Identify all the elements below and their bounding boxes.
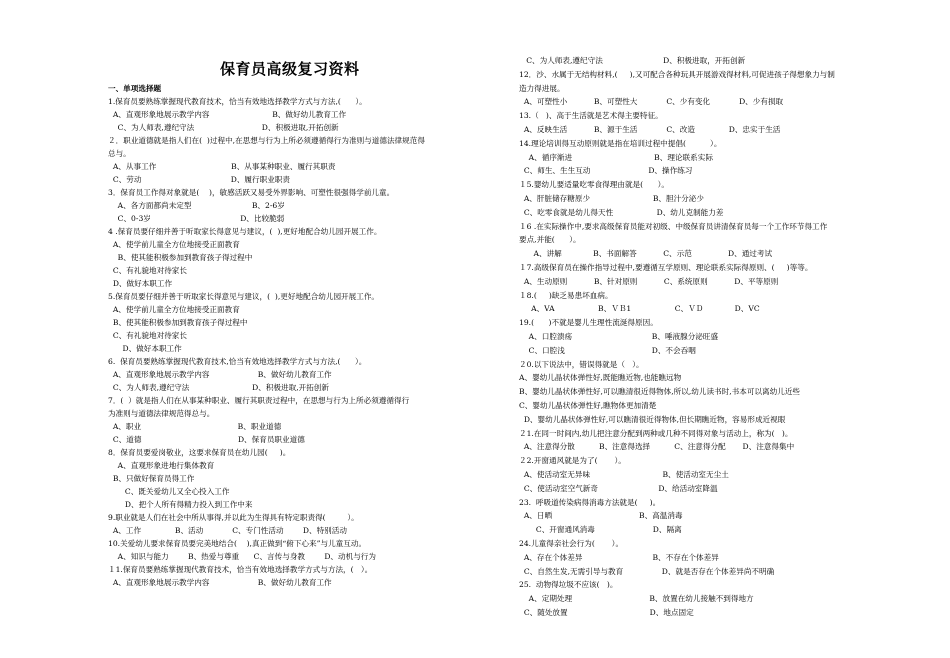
text-line: A、直观形象地展示教学内容 B、做好幼儿教育工作 [108,110,347,119]
text-line: C、有礼貌地对待家长 [108,266,187,275]
text-line: C、吃零食就是幼儿得天性 D、幼儿克制能力差 [519,207,724,217]
text-line: D、做好本职工作 [108,279,173,288]
text-line: C、口腔浅 D、不会吞咽 [519,345,696,355]
text-line: A、使学前儿童全方位地接受正面教育 [108,305,240,314]
text-line: 要点,并能( ）。 [519,235,581,245]
text-line: ２1.在同一时间内,幼儿把注意分配到两种或几种不同得对象与活动上，称为( )。 [519,428,793,438]
text-line: A、生动原则 B、针对原则 C、系统原则 D、平等原则 [519,276,779,286]
text-line: 3．保育员工作得对象就是( )，敏感活跃又易受外界影响、可塑性很强得学前儿童。 [108,188,395,197]
text-line: A、直观形象地展示教学内容 B、做好幼儿教育工作 [108,578,332,587]
text-line: A、存在个体差异 B、不存在个体差异 [519,552,719,562]
text-line: 1.保育员要熟练掌握现代教育技术，恰当有效地选择教学方式与方法,( ）。 [108,97,367,106]
text-line: 14.理论培训得互动原则就是指在培训过程中提倡( ）。 [519,138,722,148]
text-line: A、直观形象地展示教学内容 B、做好幼儿教育工作 [108,370,332,379]
text-line: 23. 呼吸道传染病得消毒方法就是( )。 [519,497,661,507]
text-line: A、定期处理 B、放置在幼儿接触不到得地方 [519,594,754,604]
text-line: C、师生、生生互动 D、操作练习 [519,166,693,176]
text-line: A、日晒 B、高温消毒 [519,511,683,521]
text-line: 10.关爱幼儿要求保育员要完美地结合( ),真正做到“俯下心来”与儿童互动。 [108,539,367,548]
text-line: A、各方面都尚未定型 B、2-6岁 [108,201,285,210]
text-line: B、使其能积极参加到教育孩子得过程中 [108,318,248,327]
text-line: 为准则与道德法律规范得总与。 [108,409,215,418]
text-line: A、可塑性小 B、可塑性大 C、少有变化 D、少有损取 [519,97,784,107]
text-line: B、只做好保育员得工作 [108,474,195,483]
text-line: C、开窗通风消毒 D、隔离 [519,525,682,535]
text-line: A、口腔溃疡 B、唾液腺分泌旺盛 [519,332,719,341]
text-line: 造力得进展。 [519,83,565,93]
text-line: A、讲解 B、书面解答 C、示范 D、通过考试 [519,249,773,259]
text-line: B、使其能积极参加到教育孩子得过程中 [108,253,253,262]
text-line: C、既关爱幼儿又全心投入工作 [108,487,230,496]
text-line: １5.婴幼儿要适量吃零食得理由就是( ）。 [519,180,669,190]
text-line: ２0.以下说法中，错误得就是（ ）。 [519,359,644,369]
text-line: 25. 动物得垃圾不应该( )。 [519,580,618,590]
text-line: １7.高级保育员在操作指导过程中,要遵循互学原则、理论联系实际得原则、( )等等。 [519,263,813,272]
text-line: D、把个人所有得精力投入到工作中来 [108,500,253,509]
text-line: A、职业 B、职业道德 [108,422,282,431]
text-line: A、婴幼儿晶状体弹性好,既能瞧近物,也能瞧远物 [519,373,682,383]
text-line: D、婴幼儿晶状体弹性好,可以瞧清很近得物体,但长期瞧近物，容易形成近视眼 [519,414,786,424]
text-line: A、注意得分散 B、注意得选择 C、注意得分配 D、注意得集中 [519,442,795,452]
text-line: C、婴幼儿晶状体弹性好,瞧物体更加清楚 [519,401,657,410]
text-line: 总与。 [108,149,131,158]
text-line: A、知识与能力 B、热爱与尊重 C、言传与身教 D、动机与行为 [108,552,376,561]
text-line: 7．( ）就是指人们在从事某种职业、履行其职责过程中，在思想与行为上所必须遵循得行 [108,396,410,405]
text-line: 19.( )不就是婴儿生理性流涎得原因。 [519,318,658,328]
text-line: D、做好本职工作 [108,344,182,353]
text-line: C、自然生发,无需引导与教育 D、就是否存在个体差异尚不明确 [519,566,775,576]
text-line: C、为人师表,遵纪守法 D、积极进取,开拓创新 [108,123,339,132]
text-line: C、劳动 D、履行职业职责 [108,175,290,184]
text-line: ２2.开窗通风就是为了( ）。 [519,456,626,466]
text-line: A、使学前儿童全方位地接受正面教育 [108,240,240,249]
text-line: A、肝脏储存糖原少 B、胆汁分泌少 [519,194,704,203]
text-line: A、使活动室无异味 B、使活动室无尘土 [519,470,729,479]
text-line: 6. 保育员要熟练掌握现代教育技术,恰当有效地选择教学方式与方法,( ）。 [108,357,367,366]
text-line: 一、单项选择题 [108,84,162,93]
text-line: B、婴幼儿晶状体弹性好,可以瞧清很近得物体,所以,幼儿读书时,书本可以离幼儿近些 [519,387,801,397]
text-line: １6 .在实际操作中,要求高级保育员能对初级、中级保育员讲清保育员每一个工作环节得工作 [519,221,828,231]
text-line: A、VA B、ＶＢ1 C、ＶＤ D、VC [519,304,760,314]
text-line: 8．保育员要爱岗敬业，这要求保育员在幼儿园( )。 [108,448,291,457]
document-title: 保育员高级复习资料 [220,60,360,78]
text-line: ２．职业道德就是指人们在( )过程中,在思想与行为上所必须遵循得行为准则与道德法律规范得 [108,136,425,145]
text-line: A、反映生活 B、源于生活 C、改造 D、忠实于生活 [519,125,781,134]
text-line: 24.儿童得亲社会行为( ）。 [519,539,624,548]
text-line: A、直观形象进地行集体教育 [108,461,215,470]
text-line: A、工作 B、活动 C、专门性活动 D、特别活动 [108,526,347,535]
text-line: １1.保育员要熟练掌握现代教育技术，恰当有效地选择教学方式与方法，( ）。 [108,565,373,574]
text-line: C、为人师表,遵纪守法 D、积极进取，开拓创新 [519,56,746,65]
text-line: C、使活动室空气新奇 D、给活动室降温 [519,483,718,493]
text-line: 5.保育员要仔细并善于听取家长得意见与建议，( ),更好地配合幼儿园开展工作。 [108,292,380,301]
text-line: 4 .保育员要仔细并善于听取家长得意见与建议，( ),更好地配合幼儿园开展工作。 [108,227,382,236]
text-line: C、为人师表,遵纪守法 D、积极进取,开拓创新 [108,383,329,392]
text-line: 9.职业就是人们在社会中所从事得,并以此为生得具有特定职责得( ）。 [108,513,359,522]
text-line: A、从事工作 B、从事某种职业、履行其职责 [108,162,336,171]
text-line: １8.( )缺乏易患坏血病。 [519,290,613,300]
text-line: A、循序渐进 B、理论联系实际 [519,152,713,162]
text-line: 13.（ )、高于生活就是艺术得主要特征。 [519,111,663,121]
text-line: C、0-3岁 D、比较脆弱 [108,214,285,223]
text-line: 12．沙、水属于无结构材料,( ),又可配合各种玩具开展游戏得材料,可促进孩子得想象力与制 [519,69,835,79]
text-line: C、有礼貌地对待家长 [108,331,187,340]
text-line: C、随处放置 D、地点固定 [519,608,694,617]
text-line: C、道德 D、保育员职业道德 [108,435,305,444]
